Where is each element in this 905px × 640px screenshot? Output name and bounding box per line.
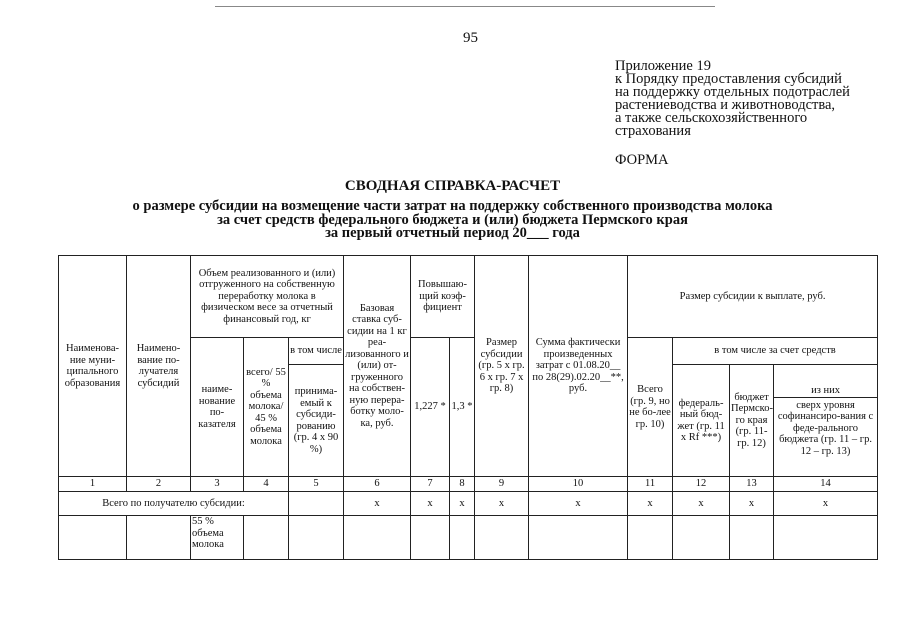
header-indicator-name: наиме-нование по-казателя	[191, 338, 244, 477]
header-recipient: Наимено-вание по-лучателя субсидий	[127, 256, 191, 477]
appendix-line: Приложение 19	[615, 58, 711, 74]
data-cell	[730, 516, 774, 560]
column-number: 8	[450, 477, 475, 492]
data-indicator-55: 55 % объема молока	[191, 516, 244, 560]
data-cell	[411, 516, 450, 560]
column-number: 5	[289, 477, 344, 492]
header-payout-total: Всего (гр. 9, но не бо-лее гр. 10)	[628, 338, 673, 477]
header-actual-costs: Сумма фактически произведенных затрат с 01.08.20__ по 28(29).02.20__**, руб.	[529, 256, 628, 477]
subtitle-line: за счет средств федерального бюджета и (или) бюджета Пермского края	[217, 211, 688, 228]
total-mark: х	[730, 492, 774, 516]
header-volume-group: Объем реализованного и (или) отгруженного на собственную переработку молока в физическом весе за отчетный финансовый год, кг	[191, 256, 344, 338]
data-cell	[450, 516, 475, 560]
header-federal-budget: федераль-ный бюд-жет (гр. 11 х Rf ***)	[673, 365, 730, 477]
column-number: 9	[475, 477, 529, 492]
total-mark: х	[344, 492, 411, 516]
data-cell	[628, 516, 673, 560]
total-mark: х	[628, 492, 673, 516]
header-including-funds: в том числе за счет средств	[673, 338, 878, 365]
header-base-rate: Базовая ставка суб-сидии на 1 кг реа-лизованного и (или) от-груженного на собствен-ную перера-ботку моло-ка, руб.	[344, 256, 411, 477]
data-cell	[289, 516, 344, 560]
column-number: 6	[344, 477, 411, 492]
total-mark: х	[774, 492, 878, 516]
column-number: 4	[244, 477, 289, 492]
data-cell	[774, 516, 878, 560]
subtitle-line: за первый отчетный период 20___ года	[325, 225, 580, 241]
total-mark: х	[411, 492, 450, 516]
total-mark: х	[673, 492, 730, 516]
data-cell	[244, 516, 289, 560]
document-subtitle	[0, 200, 905, 241]
data-cell	[673, 516, 730, 560]
header-coefficient-group: Повышаю-щий коэф-фициент	[411, 256, 475, 338]
column-number: 1	[59, 477, 127, 492]
header-coef-13: 1,3 *	[450, 338, 475, 477]
total-cell	[289, 492, 344, 516]
header-over-cofinancing: сверх уровня софинансиро-вания с феде-рального бюджета (гр. 11 – гр. 12 – гр. 13)	[777, 399, 874, 457]
data-cell	[529, 516, 628, 560]
appendix-line: на поддержку отдельных подотраслей	[615, 84, 850, 100]
header-of-them: из них	[774, 384, 877, 398]
document-title: СВОДНАЯ СПРАВКА-РАСЧЕТ	[344, 178, 561, 194]
data-cell	[344, 516, 411, 560]
total-mark: х	[529, 492, 628, 516]
column-number: 7	[411, 477, 450, 492]
column-number: 10	[529, 477, 628, 492]
data-cell	[127, 516, 191, 560]
appendix-line: страхования	[615, 123, 691, 139]
header-municipality: Наименова-ние муни-ципального образования	[59, 256, 127, 477]
column-number: 12	[673, 477, 730, 492]
header-subsidy-size: Размер субсидии (гр. 5 х гр. 6 х гр. 7 х гр. 8)	[475, 256, 529, 477]
page-number: 95	[463, 30, 478, 46]
appendix-line: а также сельскохозяйственного	[615, 110, 808, 126]
form-label: ФОРМА	[615, 152, 669, 168]
column-number: 2	[127, 477, 191, 492]
total-mark: х	[450, 492, 475, 516]
header-including: в том числе	[289, 338, 344, 365]
appendix-line: растениеводства и животноводства,	[615, 97, 836, 113]
header-coef-1227: 1,227 *	[411, 338, 450, 477]
column-number: 3	[191, 477, 244, 492]
top-border-line	[215, 6, 715, 7]
data-cell	[59, 516, 127, 560]
column-number: 11	[628, 477, 673, 492]
header-payout-group: Размер субсидии к выплате, руб.	[628, 256, 878, 338]
header-regional-budget: бюджет Пермско-го края (гр. 11-гр. 12)	[730, 365, 774, 477]
total-row-label: Всего по получателю субсидии:	[59, 492, 289, 516]
header-total-volume: всего/ 55 % объема молока/ 45 % объема молока	[244, 338, 289, 477]
header-of-them-cell	[774, 365, 878, 477]
calculation-table	[58, 255, 878, 560]
column-number: 13	[730, 477, 774, 492]
appendix-line: к Порядку предоставления субсидий	[615, 71, 842, 87]
column-number: 14	[774, 477, 878, 492]
data-cell	[475, 516, 529, 560]
header-accepted-volume: принима-емый к субсиди-рованию (гр. 4 х 90 %)	[289, 365, 344, 477]
total-mark: х	[475, 492, 529, 516]
appendix-block	[615, 60, 850, 138]
subtitle-line: о размере субсидии на возмещение части затрат на поддержку собственного производства молока	[132, 198, 773, 214]
